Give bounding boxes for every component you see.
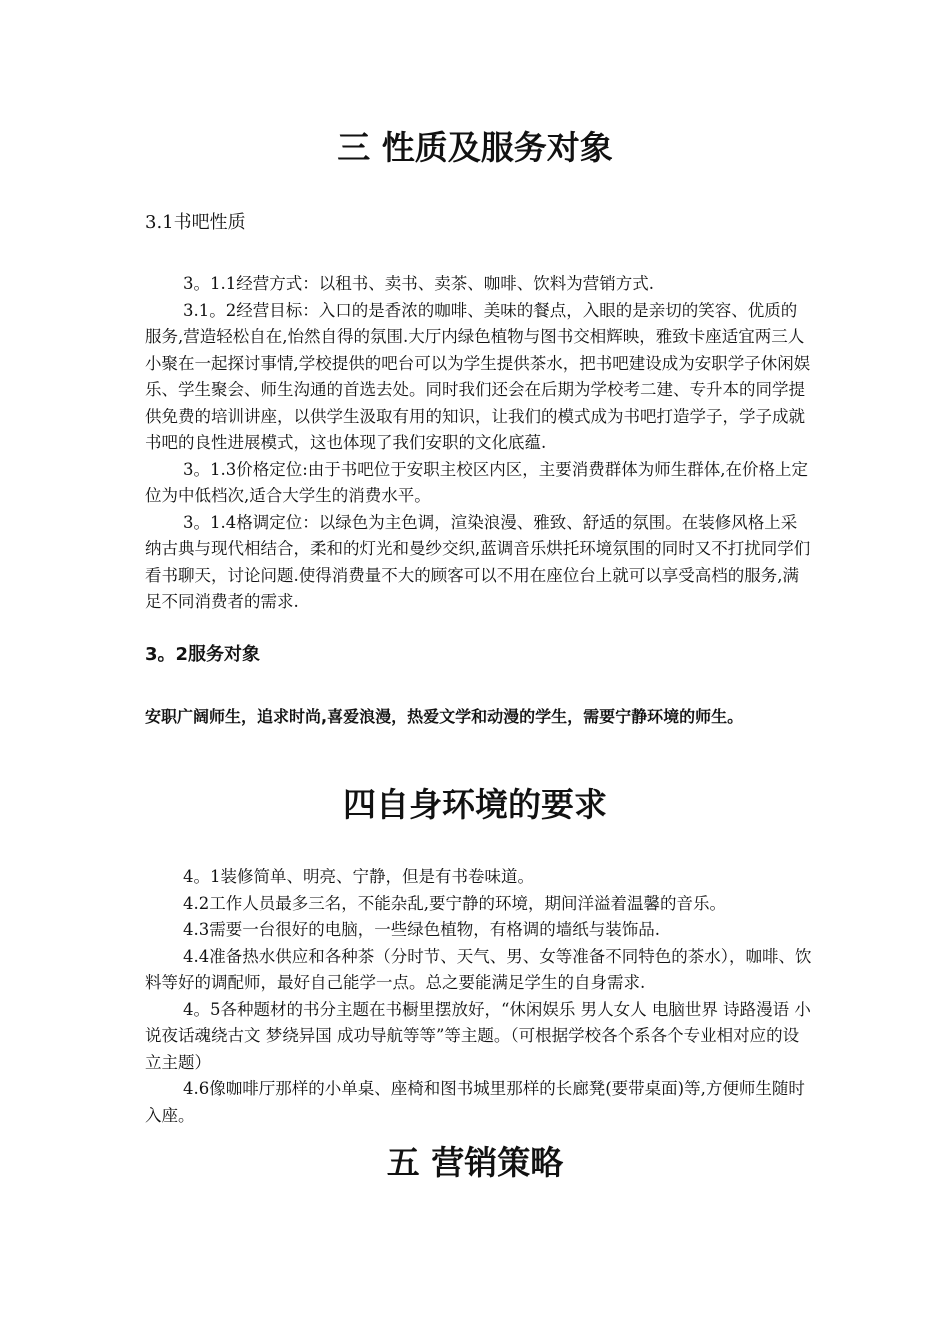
paragraph-4-2: 4.2工作人员最多三名，不能杂乱,要宁静的环境，期间洋溢着温馨的音乐。	[183, 893, 726, 913]
subsection-3-1-heading: 3.1书吧性质	[145, 212, 246, 233]
paragraph-4-3: 4.3需要一台很好的电脑，一些绿色植物，有格调的墙纸与装饰品.	[183, 920, 660, 939]
paragraph-3-1-4: 3。1.4格调定位：以绿色为主色调，渲染浪漫、雅致、舒适的氛围。在装修风格上采纳古典与现代相结合，柔和的灯光和曼纱交织,蓝调音乐烘托环境氛围的同时又不打扰同学们看书聊天，讨论问题.使得消费量不大的顾客可以不用在座位台上就可以享受高档的服务,满足不同消费者的需求.	[145, 512, 811, 611]
paragraph-4-5: 4。5各种题材的书分主题在书橱里摆放好，“休闲娱乐 男人女人 电脑世界 诗路漫语 小说夜话魂绕古文 梦绕异国 成功导航等等”等主题。（可根据学校各个系各个专业相对应的设立主题）	[145, 999, 811, 1072]
paragraph-3-1-2: 3.1。2经营目标：入口的是香浓的咖啡、美味的餐点，入眼的是亲切的笑容、优质的服务,营造轻松自在,怡然自得的氛围.大厅内绿色植物与图书交相辉映，雅致卡座适宜两三人小聚在一起探讨事情,学校提供的吧台可以为学生提供茶水，把书吧建设成为安职学子休闲娱乐、学生聚会、师生沟通的首选去处。同时我们还会在后期为学校考二建、专升本的同学提供免费的培训讲座，以供学生汲取有用的知识，让我们的模式成为书吧打造学子，学子成就书吧的良性进展模式，这也体现了我们安职的文化底蕴.	[145, 300, 811, 452]
paragraph-4-1: 4。1装修简单、明亮、宁静，但是有书卷味道。	[183, 867, 534, 886]
paragraph-4-4: 4.4准备热水供应和各种茶（分时节、天气、男、女等准备不同特色的茶水），咖啡、饮料等好的调配师，最好自己能学一点。总之要能满足学生的自身需求.	[145, 946, 812, 992]
paragraph-3-1-1: 3。1.1经营方式：以租书、卖书、卖茶、咖啡、饮料为营销方式.	[183, 274, 654, 293]
section-5-title: 五 营销策略	[386, 1143, 564, 1182]
section-4-title: 四自身环境的要求	[343, 785, 607, 824]
subsection-3-2-heading: 3。2服务对象	[145, 644, 261, 665]
section-3-title: 三 性质及服务对象	[337, 128, 613, 167]
section-4-body	[145, 864, 813, 1129]
service-target-paragraph: 安职广阔师生，追求时尚,喜爱浪漫，热爱文学和动漫的学生，需要宁静环境的师生。	[145, 707, 744, 726]
paragraph-4-6: 4.6像咖啡厅那样的小单桌、座椅和图书城里那样的长廊凳(要带桌面)等,方便师生随时入座。	[145, 1079, 805, 1125]
subsection-3-1-body	[145, 271, 813, 616]
paragraph-3-1-3: 3。1.3价格定位:由于书吧位于安职主校区内区，主要消费群体为师生群体,在价格上定位为中低档次,适合大学生的消费水平。	[145, 459, 809, 505]
